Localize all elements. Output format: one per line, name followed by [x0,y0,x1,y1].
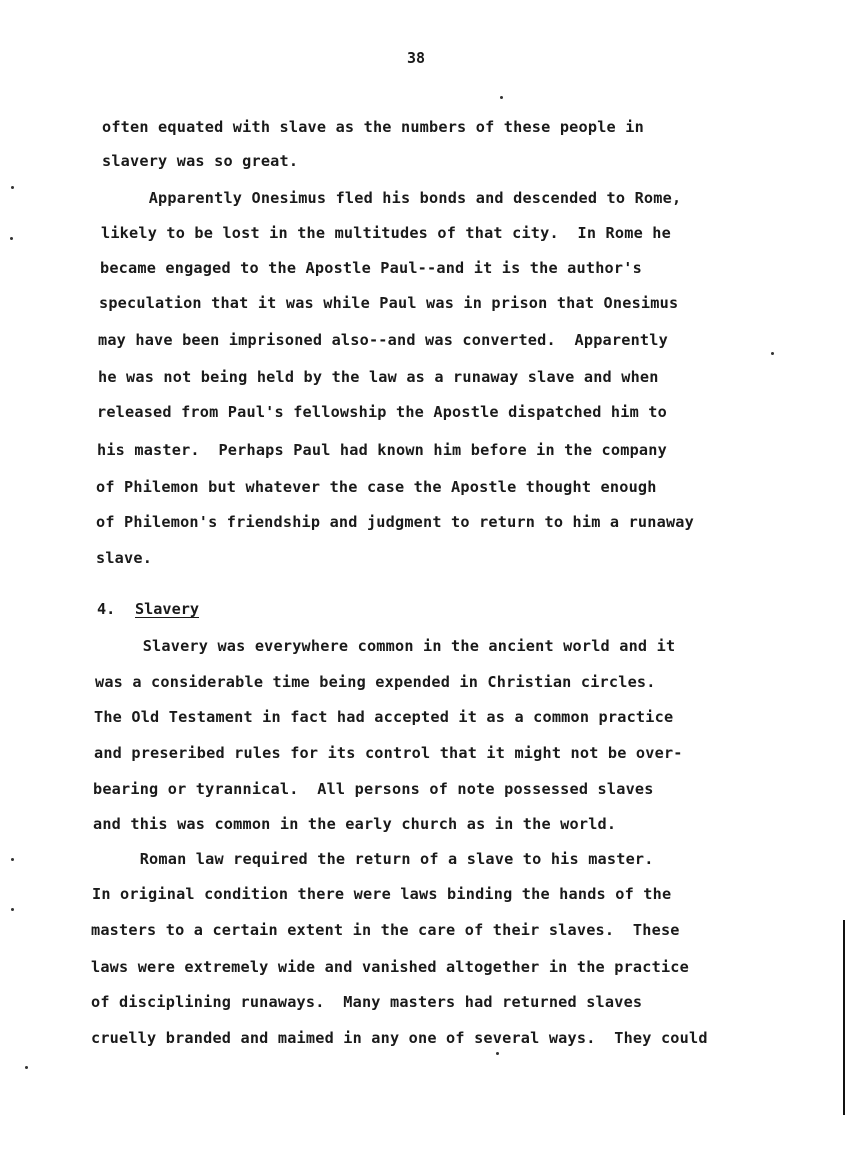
text-line: of disciplining runaways. Many masters had returned slaves [91,993,643,1011]
text-line: became engaged to the Apostle Paul--and it is the author's [100,259,642,277]
scan-speck [25,1066,28,1069]
scan-speck [11,186,14,189]
scan-speck [10,237,13,240]
section-number: 4. [97,600,116,618]
scan-speck [500,96,503,99]
scan-speck [496,1052,499,1055]
text-line: was a considerable time being expended in Christian circles. [95,673,656,691]
text-line: of Philemon but whatever the case the Apostle thought enough [96,478,657,496]
text-line: released from Paul's fellowship the Apostle dispatched him to [97,403,667,421]
text-line: Roman law required the return of a slave to his master. [93,850,654,868]
text-line: slavery was so great. [102,152,299,170]
text-line: The Old Testament in fact had accepted it as a common practice [94,708,674,726]
text-line: slave. [96,549,153,567]
text-line: laws were extremely wide and vanished altogether in the practice [91,958,689,976]
scan-speck [11,858,14,861]
text-line: Apparently Onesimus fled his bonds and descended to Rome, [102,189,682,207]
page-number: 38 [407,49,426,67]
text-line: he was not being held by the law as a runaway slave and when [98,368,659,386]
text-line: bearing or tyrannical. All persons of note possessed slaves [93,780,654,798]
scan-speck [11,908,14,911]
text-line: masters to a certain extent in the care of their slaves. These [91,921,680,939]
scan-edge-line [843,920,845,1115]
text-line: his master. Perhaps Paul had known him before in the company [97,441,667,459]
section-title: Slavery [135,600,200,618]
text-line: often equated with slave as the numbers of these people in [102,118,644,136]
text-line: of Philemon's friendship and judgment to return to him a runaway [96,513,694,531]
text-line: and this was common in the early church as in the world. [93,815,617,833]
scan-speck [771,352,774,355]
text-line: and preseribed rules for its control that it might not be over- [94,744,683,762]
text-line: likely to be lost in the multitudes of that city. In Rome he [101,224,671,242]
text-line: In original condition there were laws binding the hands of the [92,885,672,903]
text-line: may have been imprisoned also--and was converted. Apparently [98,331,668,349]
text-line: Slavery was everywhere common in the ancient world and it [96,637,676,655]
text-line: speculation that it was while Paul was in prison that Onesimus [99,294,679,312]
text-line: cruelly branded and maimed in any one of several ways. They could [91,1029,708,1047]
